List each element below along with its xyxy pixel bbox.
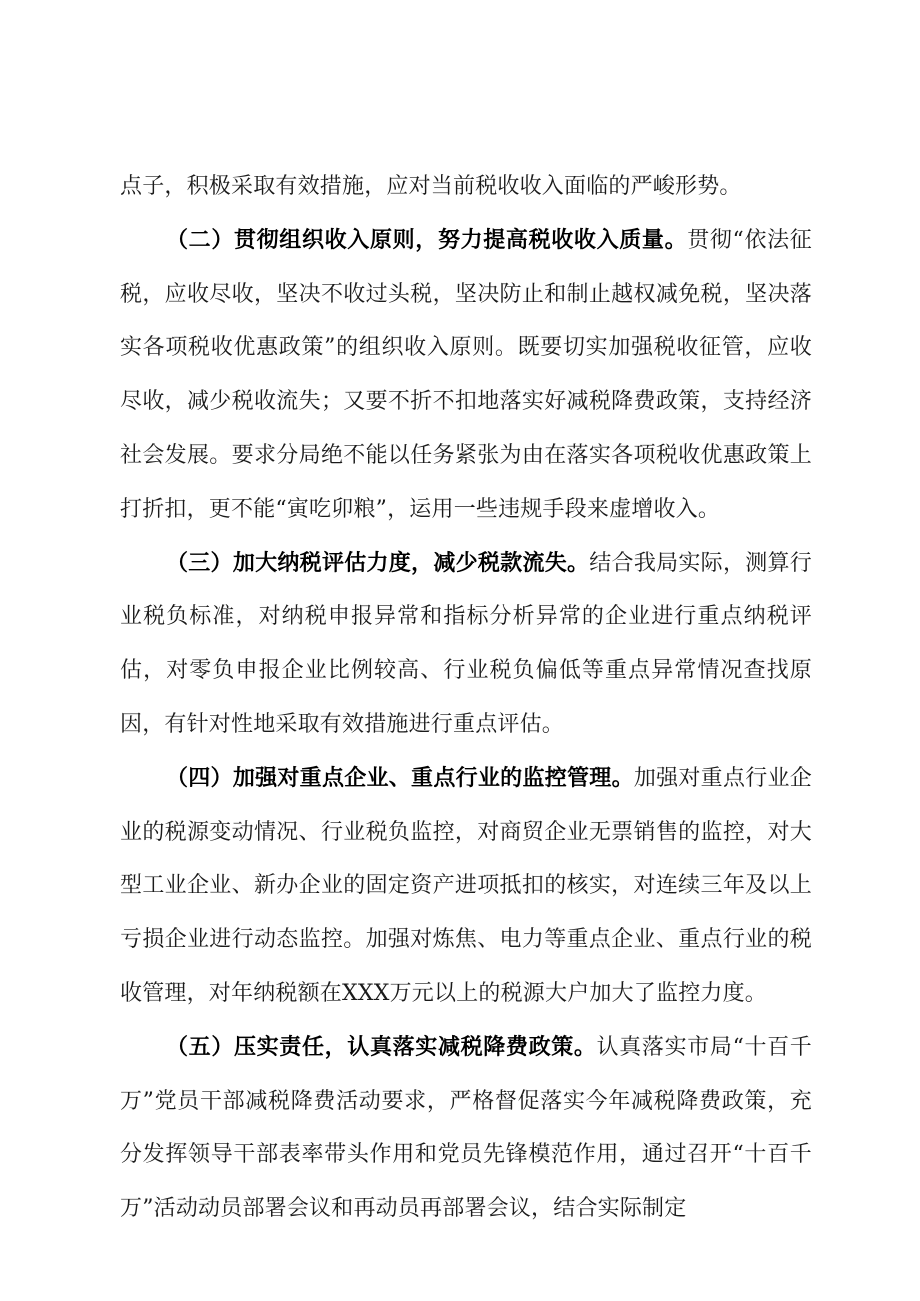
document-body xyxy=(120,160,812,1236)
section-body-5: 认真落实市局“十百千万”党员干部减税降费活动要求，严格督促落实今年减税降费政策，充分发挥领导干部表率带头作用和党员先锋模范作用，通过召开“十百千万”活动动员部署会议和再动员再部署会议，结合实际制定 xyxy=(120,1034,812,1222)
continuation-paragraph: 点子，积极采取有效措施，应对当前税收收入面临的严峻形势。 xyxy=(120,174,742,199)
section-body-3: 结合我局实际，测算行业税负标准，对纳税申报异常和指标分析异常的企业进行重点纳税评估，对零负申报企业比例较高、行业税负偏低等重点异常情况查找原因，有针对性地采取有效措施进行重点评估。 xyxy=(120,550,812,737)
section-body-2: 贯彻“依法征税，应收尽收，坚决不收过头税，坚决防止和制止越权减免税，坚决落实各项税收优惠政策”的组织收入原则。既要切实加强税收征管，应收尽收，减少税收流失；又要不折不扣地落实好减税降费政策，支持经济社会发展。要求分局绝不能以任务紧张为由在落实各项税收优惠政策上打折扣，更不能“寅吃卯粮”，运用一些违规手段来虚增收入。 xyxy=(120,227,812,522)
section-heading-3: （三）加大纳税评估力度，减少税款流失。 xyxy=(166,549,590,576)
section-heading-4: （四）加强对重点企业、重点行业的监控管理。 xyxy=(166,764,634,791)
section-paragraph-3 xyxy=(120,537,812,752)
section-paragraph-4 xyxy=(120,752,812,1021)
section-paragraph-2 xyxy=(120,214,812,537)
section-heading-2: （二）贯彻组织收入原则，努力提高税收收入质量。 xyxy=(166,226,688,253)
section-body-4: 加强对重点行业企业的税源变动情况、行业税负监控，对商贸企业无票销售的监控，对大型工业企业、新办企业的固定资产进项抵扣的核实，对连续三年及以上亏损企业进行动态监控。加强对炼焦、电力等重点企业、重点行业的税收管理，对年纳税额在XXX万元以上的税源大户加大了监控力度。 xyxy=(120,765,812,1006)
section-paragraph-5 xyxy=(120,1021,812,1236)
section-heading-5: （五）压实责任，认真落实减税降费政策。 xyxy=(166,1033,597,1060)
